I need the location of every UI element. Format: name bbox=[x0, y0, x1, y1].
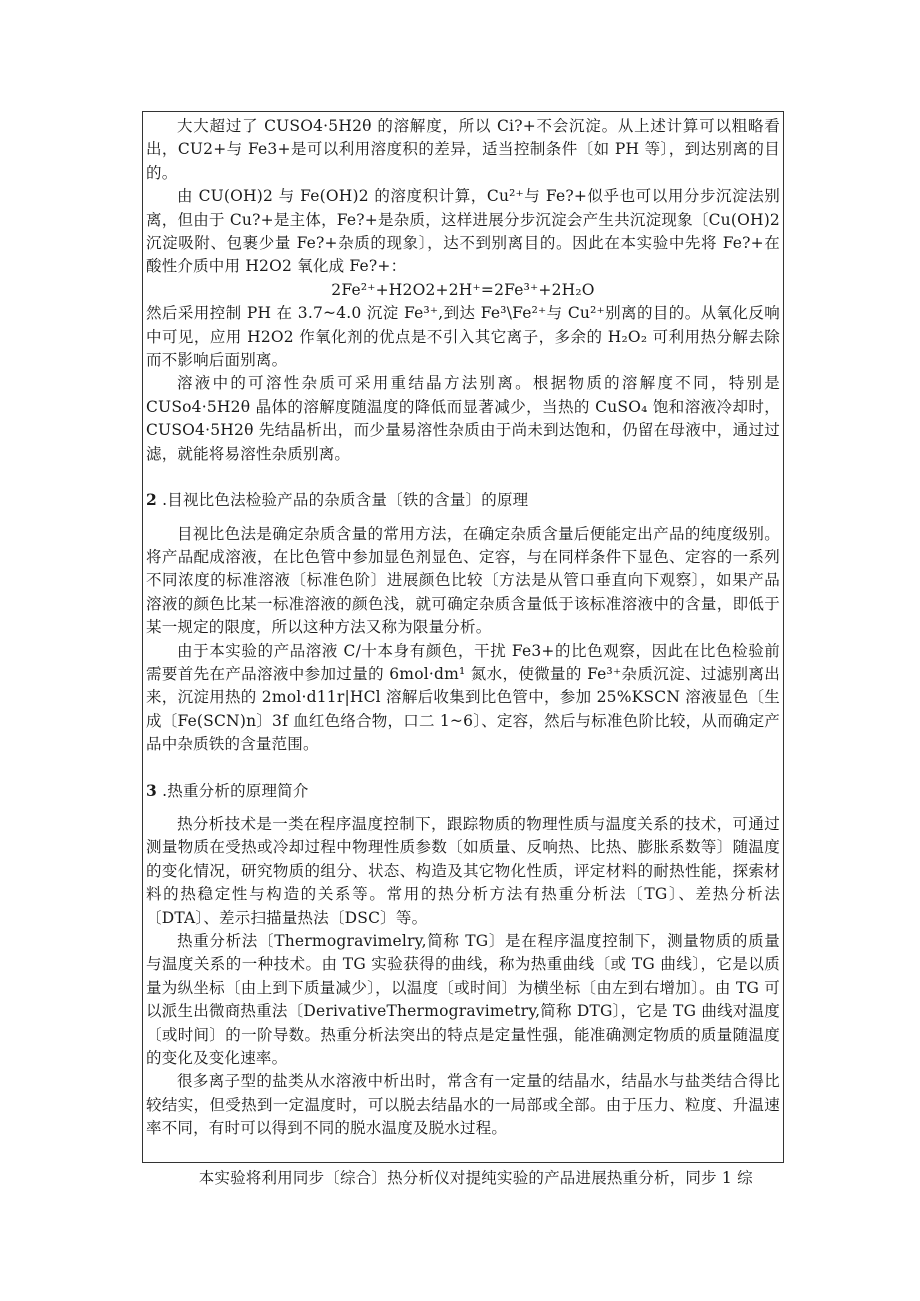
paragraph: 由 CU(OH)2 与 Fe(OH)2 的溶度积计算，Cu²⁺与 Fe?+似乎也可以用分步沉淀法别离，但由于 Cu?+是主体，Fe?+是杂质，这样进展分步沉淀会产生共沉淀现象〔Cu(OH)2 沉淀吸附、包裹少量 Fe?+杂质的现象〕，达不到别离目的。因此在本实验中先将 Fe?+在酸性介质中用 H2O2 氧化成 Fe?+： bbox=[146, 187, 780, 276]
section-heading: 3 .热重分析的原理简介 bbox=[146, 780, 309, 800]
paragraph: 热分析技术是一类在程序温度控制下，跟踪物质的物理性质与温度关系的技术，可通过测量物质在受热或冷却过程中物理性质参数〔如质量、反响热、比热、膨胀系数等〕随温度的变化情况，研究物质的组分、状态、构造及其它物化性质，评定材料的耐热性能，探索材料的热稳定性与构造的关系等。常用的热分析方法有热重分析法〔TG〕、差热分析法〔DTA〕、差示扫描量热法〔DSC〕等。 bbox=[146, 814, 780, 927]
paragraph: 大大超过了 CUSO4·5H2θ 的溶解度，所以 Ci?+不会沉淀。从上述计算可以粗略看出，CU2+与 Fe3+是可以利用溶度积的差异，适当控制条件〔如 PH 等〕，到达别离的目的。 bbox=[146, 117, 780, 182]
paragraph: 目视比色法是确定杂质含量的常用方法，在确定杂质含量后便能定出产品的纯度级别。将产品配成溶液，在比色管中参加显色剂显色、定容，与在同样条件下显色、定容的一系列不同浓度的标准溶液〔标准色阶〕进展颜色比较〔方法是从管口垂直向下观察〕，如果产品溶液的颜色比某一标准溶液的颜色浅，就可确定杂质含量低于该标准溶液中的含量，即低于某一规定的限度，所以这种方法又称为限量分析。 bbox=[146, 524, 780, 637]
section-title: 目视比色法检验产品的杂质含量〔铁的含量〕的原理 bbox=[167, 491, 529, 510]
paragraph: 热重分析法〔Thermogravimelry,简称 TG〕是在程序温度控制下，测量物质的质量与温度关系的一种技术。由 TG 实验获得的曲线，称为热重曲线〔或 TG 曲线〕，它是以质量为纵坐标〔由上到下质量减少〕，以温度〔或时间〕为横坐标〔由左到右增加〕。由 TG 可以派生出微商热重法〔DerivativeThermogravimetry,简称 DTG〕，它是 TG 曲线对温度〔或时间〕的一阶导数。热重分析法突出的特点是定量性强，能准确测定物质的质量随温度的变化及变化速率。 bbox=[146, 932, 780, 1068]
document-body bbox=[146, 115, 780, 1141]
section-title: 热重分析的原理简介 bbox=[167, 781, 309, 800]
section-number: 2 bbox=[146, 490, 157, 510]
footer-line: 本实验将利用同步〔综合〕热分析仪对提纯实验的产品进展热重分析，同步 1 综 bbox=[198, 1169, 753, 1187]
paragraph: 很多离子型的盐类从水溶液中析出时，常含有一定量的结晶水，结晶水与盐类结合得比较结实，但受热到一定温度时，可以脱去结晶水的一局部或全部。由于压力、粒度、升温速率不同，有时可以得到不同的脱水温度及脱水过程。 bbox=[146, 1072, 780, 1138]
paragraph: 由于本实验的产品溶液 C/十本身有颜色，干扰 Fe3+的比色观察，因此在比色检验前需要首先在产品溶液中参加过量的 6mol·dm¹ 氮水，使微量的 Fe³⁺杂质沉淀、过滤别离出来，沉淀用热的 2mol·d11r|HCl 溶解后收集到比色管中，参加 25%KSCN 溶液显色〔生成〔Fe(SCN)n〕3f 血红色络合物，口二 1~6〕、定容，然后与标准色阶比较，从而确定产品中杂质铁的含量范围。 bbox=[146, 641, 780, 754]
section-number: 3 bbox=[146, 780, 157, 800]
paragraph: 然后采用控制 PH 在 3.7~4.0 沉淀 Fe³⁺,到达 Fe³\Fe²⁺与 Cu²⁺别离的目的。从氧化反响中可见，应用 H2O2 作氧化剂的优点是不引入其它离子，多余的 H₂O₂ 可利用热分解去除而不影响后面别离。 bbox=[146, 304, 780, 370]
equation: 2Fe²⁺+H2O2+2H⁺=2Fe³⁺+2H₂O bbox=[331, 280, 595, 299]
section-heading: 2 .目视比色法检验产品的杂质含量〔铁的含量〕的原理 bbox=[146, 490, 529, 510]
paragraph: 溶液中的可溶性杂质可采用重结晶方法别离。根据物质的溶解度不同，特别是 CUSo4·5H2θ 晶体的溶解度随温度的降低而显著减少，当热的 CuSO₄ 饱和溶液冷却时，CUSO4·5H2θ 先结晶析出，而少量易溶性杂质由于尚未到达饱和，仍留在母液中，通过过滤，就能将易溶性杂质别离。 bbox=[146, 374, 780, 463]
